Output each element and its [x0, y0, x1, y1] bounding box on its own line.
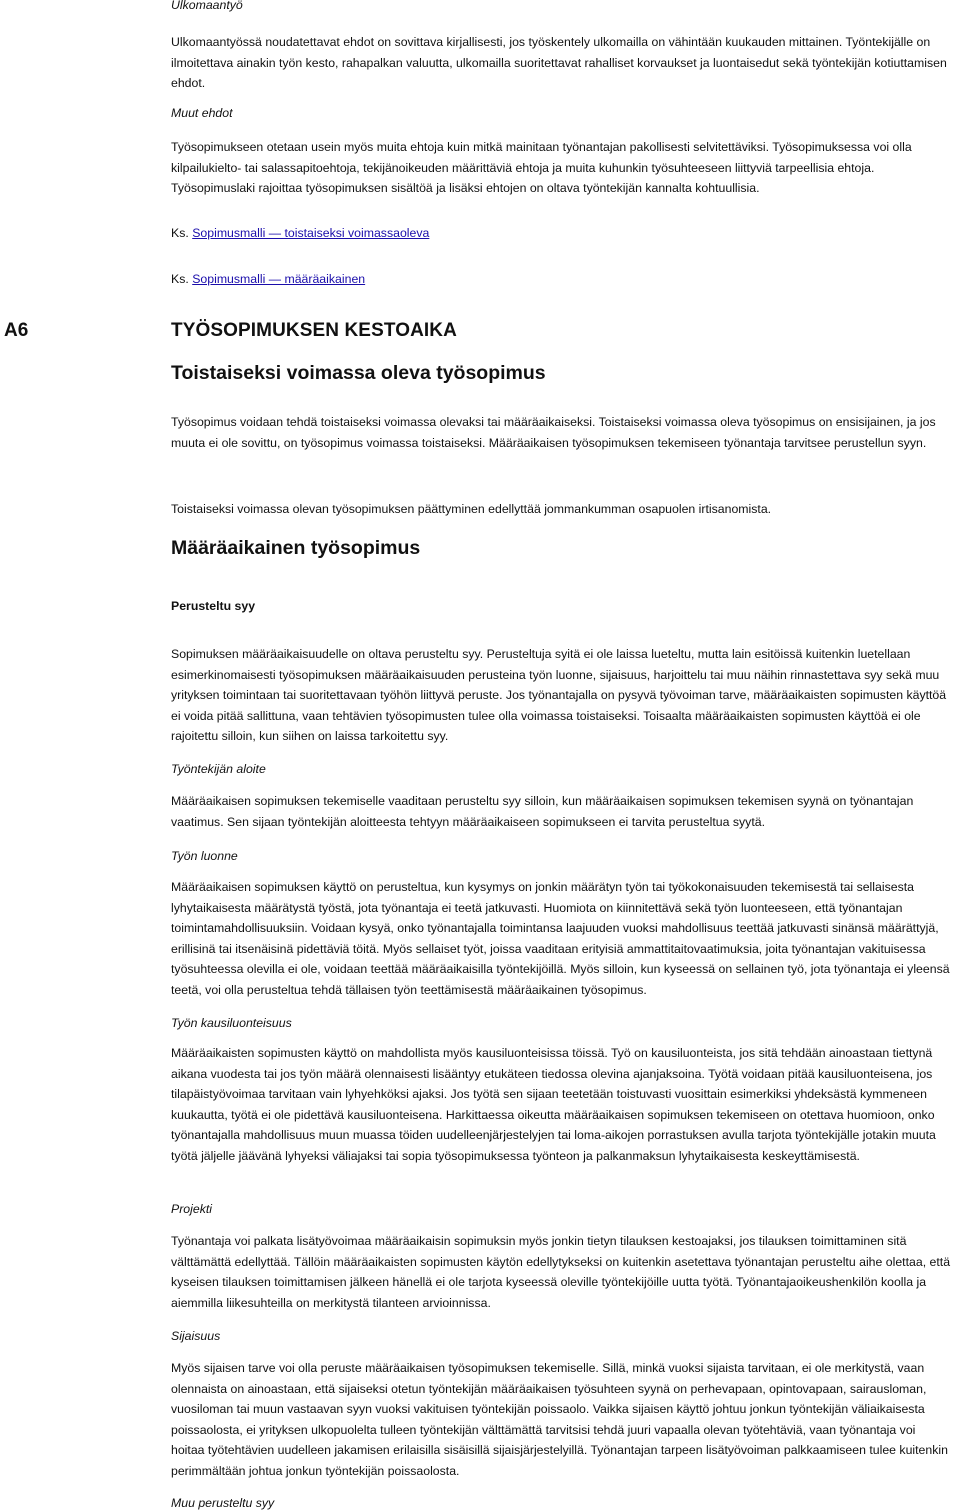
sijaisuus-text: Myös sijaisen tarve voi olla peruste määräaikaisen työsopimuksen tekemiselle. Sillä, minkä vuoksi sijaista tarvitaan, ei ole merkitystä, vaan olennaista on ainoastaan, että sijaiseksi otetun työntekijän määräaikaisen työsuhteen syynä on perhevapaan, opintovapaan, sairausloman, vuosiloman tai muun vastaavan syyn vuoksi vakituisen työntekijän poissaolo. Vaikka sijaisen käyttö johtuu jonkun työntekijän väliaikaisesta poissaolosta, ei yrityksen ulkopuolelta tulleen työntekijän välttämättä tarvitsisi tehdä juuri vapaalla olevan työtehtäviä, vaan työnantaja voi hoitaa työtehtävien uudelleen jakamisen erilaisilla sisäisillä sijaisjärjestelyillä. Työnantajan tarpeen lisätyövoiman palkkaamiseen tulee kuitenkin perimmältään johtua jonkun työntekijän poissaolosta.	[171, 1361, 948, 1478]
paragraph	[171, 1231, 951, 1313]
section-title-wrap	[171, 320, 951, 342]
link-line	[171, 269, 951, 290]
muut-ehdot-text: Työsopimukseen otetaan usein myös muita ehtoja kuin mitkä mainitaan työnantajan pakollisesti selvitettäviksi. Työsopimuksessa voi olla kilpailukielto- tai salassapitoehtoja, tekijänoikeuden määrittäviä ehtoja ja muita kuhunkin työsuhteeseen liittyviä tarpeellisia ehtoja. Työsopimuslaki rajoittaa työsopimuksen sisältöä ja lisäksi ehtojen on oltava työntekijän kannalta kohtuullisia.	[171, 140, 912, 195]
toistaiseksi-text-1: Työsopimus voidaan tehdä toistaiseksi voimassa olevaksi tai määräaikaiseksi. Toistaiseksi voimassa oleva työsopimus on ensisijainen, ja jos muuta ei ole sovittu, on työsopimus voimassa toistaiseksi. Määräaikaisen työsopimuksen tekemiseen työnantaja tarvitsee perustellun syyn.	[171, 415, 936, 450]
paragraph	[171, 791, 951, 832]
section-code: A6	[4, 320, 29, 341]
paragraph	[171, 499, 951, 520]
kausi-text: Määräaikaisten sopimusten käyttö on mahdollista myös kausiluonteisissa töissä. Työ on kausiluonteista, jos sitä tehdään ainoastaan tiettynä aikana vuodesta tai jos työn määrä olennaisesti lisääntyy etukäteen tiedossa olevina ajanjaksoina. Työtä voidaan pitää kausiluonteisena, jos tilapäistyövoimaa tarvitaan vain lyhyehköksi ajaksi. Jos työtä sen sijaan teetetään toistuvasti vuosittain esimerkiksi yhdeksästä kymmeneen kuukautta, työtä ei ole pidettävä kausiluonteisena. Harkittaessa oikeutta määräaikaisen sopimuksen tekemiseen on otettava huomioon, onko työnantajalla mahdollisuus muun muassa töiden uudelleenjärjestelyjen tai loma-aikojen porrastuksen avulla tarjota työntekijälle jotakin muuta työtä jäljelle jäävänä lyhyeksi väliajaksi tai sopia työsopimuksessa työnteon ja palkanmaksun lyhytaikaisesta keskeyttämisestä.	[171, 1046, 936, 1163]
subheading-wrap	[171, 1201, 951, 1217]
subheading-muut-ehdot: Muut ehdot	[171, 106, 233, 120]
section-muut-ehdot	[171, 105, 951, 121]
link-sopimusmalli-toistaiseksi[interactable]: Sopimusmalli — toistaiseksi voimassaoleva	[192, 226, 430, 240]
subheading-wrap	[171, 1328, 951, 1344]
subheading-projekti: Projekti	[171, 1202, 213, 1216]
ulkomaantyo-text: Ulkomaantyössä noudatettavat ehdot on sovittava kirjallisesti, jos työskentely ulkomailla on vähintään kuukauden mittainen. Työntekijälle on ilmoitettava ainakin työn kesto, rahapalkan valuutta, ulkomailla suoritettavat rahalliset korvaukset ja luontaisedut sekä työntekijän kotiuttamisen ehdot.	[171, 35, 947, 90]
link-sopimusmalli-maaraaikainen[interactable]: Sopimusmalli — määräaikainen	[192, 272, 366, 286]
link-line	[171, 223, 951, 244]
paragraph	[171, 1358, 951, 1481]
heading-maaraaikainen: Määräaikainen työsopimus	[171, 537, 421, 559]
subheading-tyon-luonne: Työn luonne	[171, 849, 238, 863]
link-prefix: Ks.	[171, 272, 189, 286]
paragraph	[171, 877, 951, 1000]
subheading-muu-perusteltu-syy: Muu perusteltu syy	[171, 1496, 275, 1510]
paragraph	[171, 644, 951, 747]
perusteltu-text: Sopimuksen määräaikaisuudelle on oltava perusteltu syy. Perusteltuja syitä ei ole laissa lueteltu, mutta lain esitöissä kuitenkin luetellaan esimerkinomaisesti työsopimuksen määräaikaisuuden perusteina työn luonne, sijaisuus, harjoittelu tai muu näihin rinnastettava syy sekä muu yrityksen toimintaan tai suoritettavaan työhön liittyvä peruste. Jos työnantajalla on pysyvä työvoiman tarve, määräaikaisten sopimusten käyttöä ei voida pitää sallittuna, vaan tehtävien työsopimusten tulee olla voimassa toistaiseksi. Toisaalta määräaikaisten sopimusten käyttöä ei ole rajoitettu silloin, kun siihen on laissa tarkoitettu syy.	[171, 647, 947, 743]
subheading-kausiluonteisuus: Työn kausiluonteisuus	[171, 1016, 292, 1030]
heading-wrap	[171, 537, 951, 560]
section-title: TYÖSOPIMUKSEN KESTOAIKA	[171, 320, 457, 341]
heading-toistaiseksi: Toistaiseksi voimassa oleva työsopimus	[171, 362, 546, 384]
paragraph	[171, 137, 951, 199]
link-prefix: Ks.	[171, 226, 189, 240]
projekti-text: Työnantaja voi palkata lisätyövoimaa määräaikaisin sopimuksin myös jonkin tietyn tilauksen kestoajaksi, jos tilauksen toimittaminen sitä välttämättä edellyttää. Tällöin määräaikaisten sopimusten käytön edellytykseksi on kuitenkin asetettava työnantajan perusteltu aihe olettaa, että kyseisen tilauksen toimittamisen jälkeen hänellä ei ole tarjota kyseessä oleville työntekijöille uutta työtä. Työnantajaoikeushenkilön koolla ja aiemmilla liikesuhteilla on merkitystä tilanteen arvioinnissa.	[171, 1234, 951, 1310]
heading-wrap	[171, 362, 951, 385]
section-ulkomaantyo	[171, 0, 951, 13]
aloite-text: Määräaikaisen sopimuksen tekemiselle vaaditaan perusteltu syy silloin, kun määräaikaisen sopimuksen tekemisen syynä on työnantajan vaatimus. Sen sijaan työntekijän aloitteesta tehtyyn määräaikaiseen sopimukseen ei tarvita perusteltua syytä.	[171, 794, 914, 829]
subheading-wrap	[171, 1495, 951, 1511]
subheading-wrap	[171, 596, 951, 617]
subheading-ulkomaantyo: Ulkomaantyö	[171, 0, 243, 12]
subheading-wrap	[171, 848, 951, 864]
subheading-wrap	[171, 761, 951, 777]
toistaiseksi-text-2: Toistaiseksi voimassa olevan työsopimuksen päättyminen edellyttää jommankumman osapuolen irtisanomista.	[171, 502, 772, 516]
subheading-wrap	[171, 1015, 951, 1031]
paragraph	[171, 1043, 951, 1166]
subheading-tyontekijan-aloite: Työntekijän aloite	[171, 762, 266, 776]
luonne-text: Määräaikaisen sopimuksen käyttö on perusteltua, kun kysymys on jonkin määrätyn työn tai työkokonaisuuden tekemisestä tai sellaisesta lyhytaikaisesta määrätystä työstä, jota työnantaja ei teetä jatkuvasti. Huomiota on kiinnitettävä sekä työn luonteeseen, että työnantajan toimintamahdollisuuksiin. Voidaan kysyä, onko työnantajalla toimintansa laajuuden vuoksi mahdollisuus teettää jatkuvasti sinänsä määrättyjä, erillisinä tai itsenäisinä pidettäviä töitä. Myös sellaiset työt, joissa vaaditaan erityisiä ammattitaitovaatimuksia, joita työnantajan vakituisessa työsuhteessa olevilla ei ole, voidaan teettää määräaikaisilla työntekijöillä. Myös silloin, kun kyseessä on sellainen työ, jota työnantaja ei yleensä teetä, voi olla perusteltua tehdä tällaisen työn teettämisestä määräaikainen työsopimus.	[171, 880, 950, 997]
paragraph	[171, 412, 951, 453]
subheading-perusteltu-syy: Perusteltu syy	[171, 599, 256, 613]
subheading-sijaisuus: Sijaisuus	[171, 1329, 221, 1343]
paragraph	[171, 32, 951, 94]
